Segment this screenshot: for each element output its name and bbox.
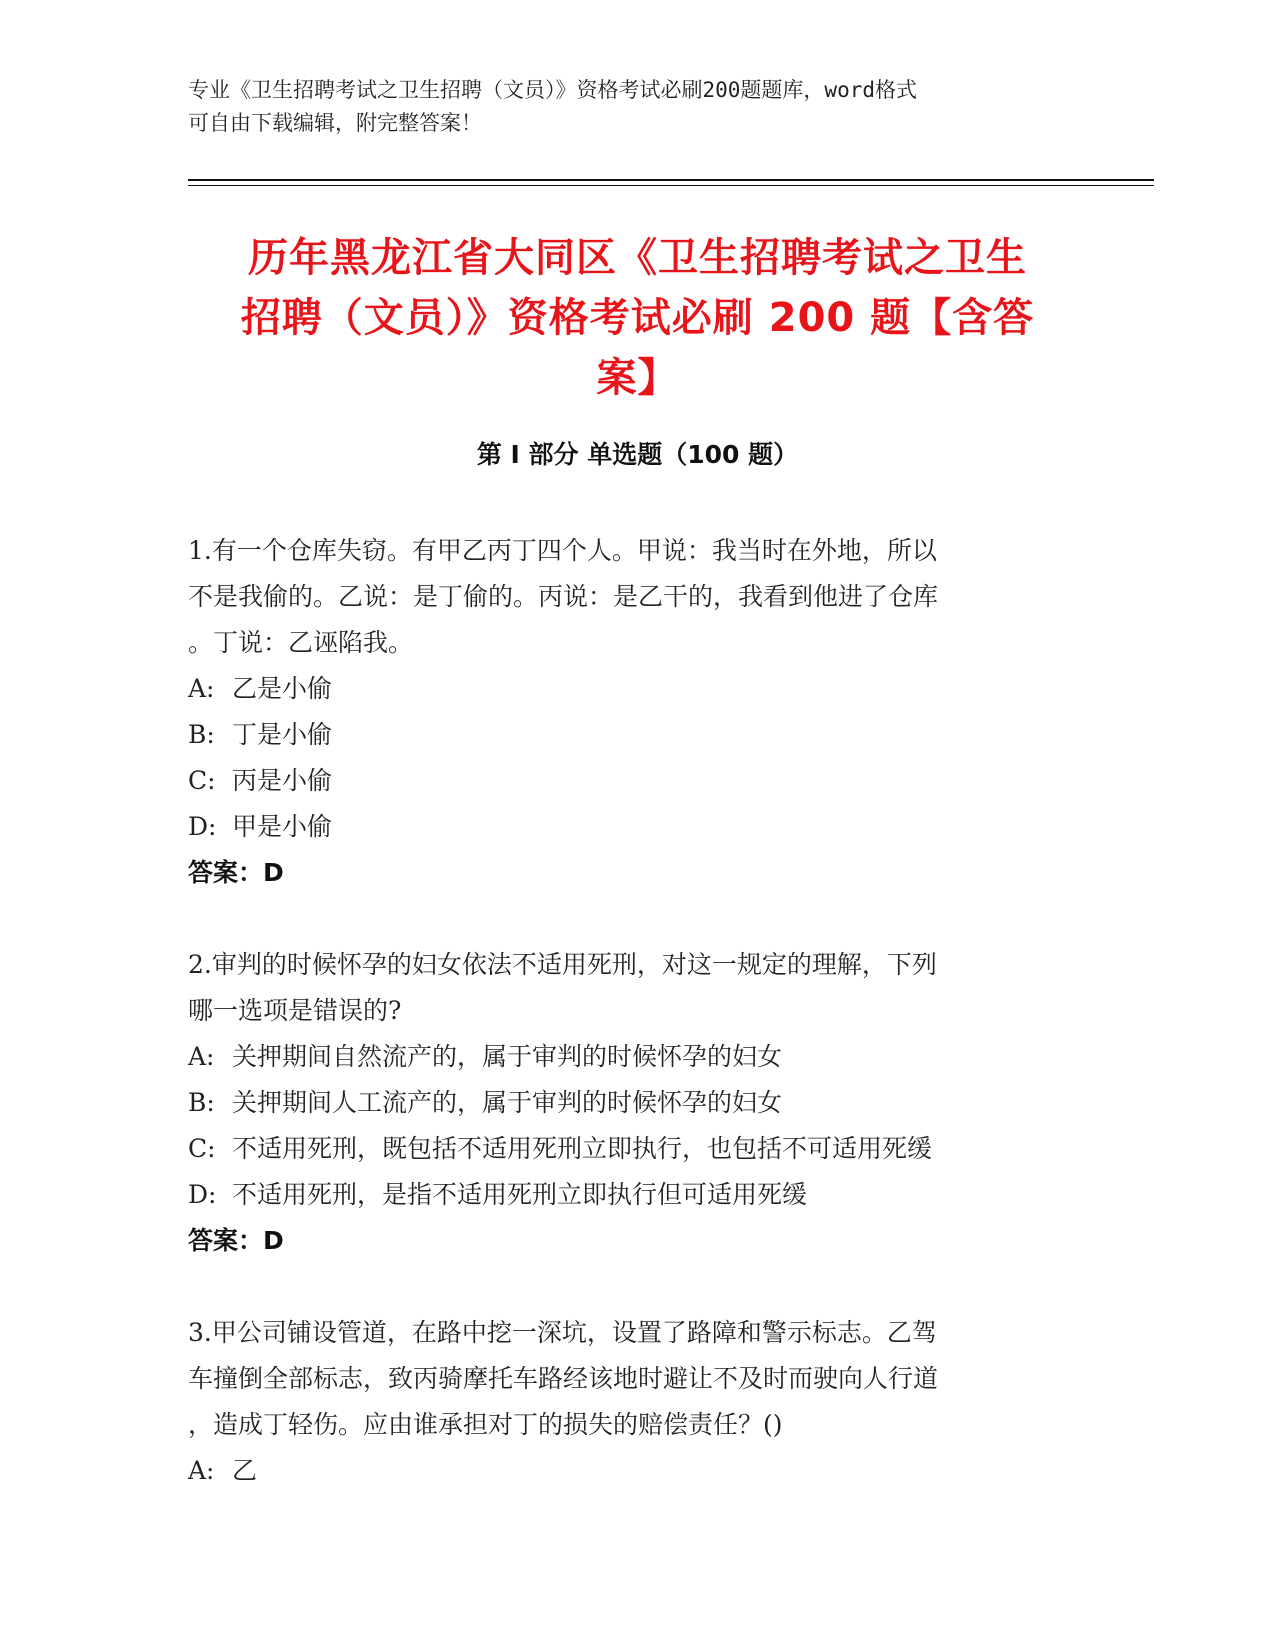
question-text-line: 1.有一个仓库失窃。有甲乙丙丁四个人。甲说：我当时在外地，所以 bbox=[188, 536, 937, 565]
title-line: 招聘（文员）》资格考试必刷 200 题【含答 bbox=[240, 295, 1035, 341]
option-text: 关押期间自然流产的，属于审判的时候怀孕的妇女 bbox=[232, 1042, 783, 1071]
header-rule-thick bbox=[188, 179, 1154, 181]
title-line: 历年黑龙江省大同区《卫生招聘考试之卫生 bbox=[248, 235, 1027, 281]
question-1 bbox=[188, 528, 1068, 896]
option-key: D: bbox=[188, 1180, 217, 1209]
option-key: C: bbox=[188, 1134, 216, 1163]
question-3 bbox=[188, 1310, 1068, 1494]
header-note-line: 专业《卫生招聘考试之卫生招聘（文员）》资格考试必刷200题题库，word格式 bbox=[188, 78, 917, 102]
option-text: 不适用死刑，既包括不适用死刑立即执行，也包括不可适用死缓 bbox=[232, 1134, 933, 1163]
option-text: 不适用死刑，是指不适用死刑立即执行但可适用死缓 bbox=[232, 1180, 808, 1209]
question-text-line: 车撞倒全部标志，致丙骑摩托车路经该地时避让不及时而驶向人行道 bbox=[188, 1364, 939, 1393]
option-b bbox=[188, 712, 1068, 758]
option-key: B: bbox=[188, 720, 215, 749]
answer-line: 答案：D bbox=[188, 1226, 284, 1255]
question-2 bbox=[188, 942, 1068, 1264]
question-list bbox=[188, 528, 1068, 1494]
header-rule-thin bbox=[188, 185, 1154, 186]
question-text-line: 哪一选项是错误的? bbox=[188, 996, 402, 1025]
option-d bbox=[188, 1172, 1068, 1218]
spacer bbox=[188, 896, 1068, 942]
option-key: D: bbox=[188, 812, 217, 841]
option-c bbox=[188, 1126, 1068, 1172]
title-line: 案】 bbox=[596, 355, 679, 401]
option-a bbox=[188, 666, 1068, 712]
question-text-line: 2.审判的时候怀孕的妇女依法不适用死刑，对这一规定的理解，下列 bbox=[188, 950, 937, 979]
header-note bbox=[188, 74, 1088, 140]
option-c bbox=[188, 758, 1068, 804]
option-a bbox=[188, 1034, 1068, 1080]
option-text: 关押期间人工流产的，属于审判的时候怀孕的妇女 bbox=[232, 1088, 783, 1117]
option-d bbox=[188, 804, 1068, 850]
option-key: A: bbox=[188, 1042, 215, 1071]
question-text-line: ，造成丁轻伤。应由谁承担对丁的损失的赔偿责任？() bbox=[188, 1410, 783, 1439]
option-key: C: bbox=[188, 766, 216, 795]
document-title bbox=[190, 228, 1085, 408]
option-key: B: bbox=[188, 1088, 215, 1117]
option-text: 丁是小偷 bbox=[232, 720, 333, 749]
option-text: 乙是小偷 bbox=[232, 674, 333, 703]
section-title: 第 I 部分 单选题（100 题） bbox=[476, 440, 799, 469]
question-text-line: 3.甲公司铺设管道，在路中挖一深坑，设置了路障和警示标志。乙驾 bbox=[188, 1318, 937, 1347]
question-text-line: 不是我偷的。乙说：是丁偷的。丙说：是乙干的，我看到他进了仓库 bbox=[188, 582, 939, 611]
option-key: A: bbox=[188, 1456, 215, 1485]
header-note-line: 可自由下载编辑，附完整答案！ bbox=[188, 111, 482, 135]
option-text: 甲是小偷 bbox=[232, 812, 333, 841]
question-text-line: 。丁说：乙诬陷我。 bbox=[188, 628, 414, 657]
option-text: 丙是小偷 bbox=[232, 766, 333, 795]
answer-line: 答案：D bbox=[188, 858, 284, 887]
option-text: 乙 bbox=[232, 1456, 258, 1485]
option-a bbox=[188, 1448, 1068, 1494]
spacer bbox=[188, 1264, 1068, 1310]
option-b bbox=[188, 1080, 1068, 1126]
option-key: A: bbox=[188, 674, 215, 703]
